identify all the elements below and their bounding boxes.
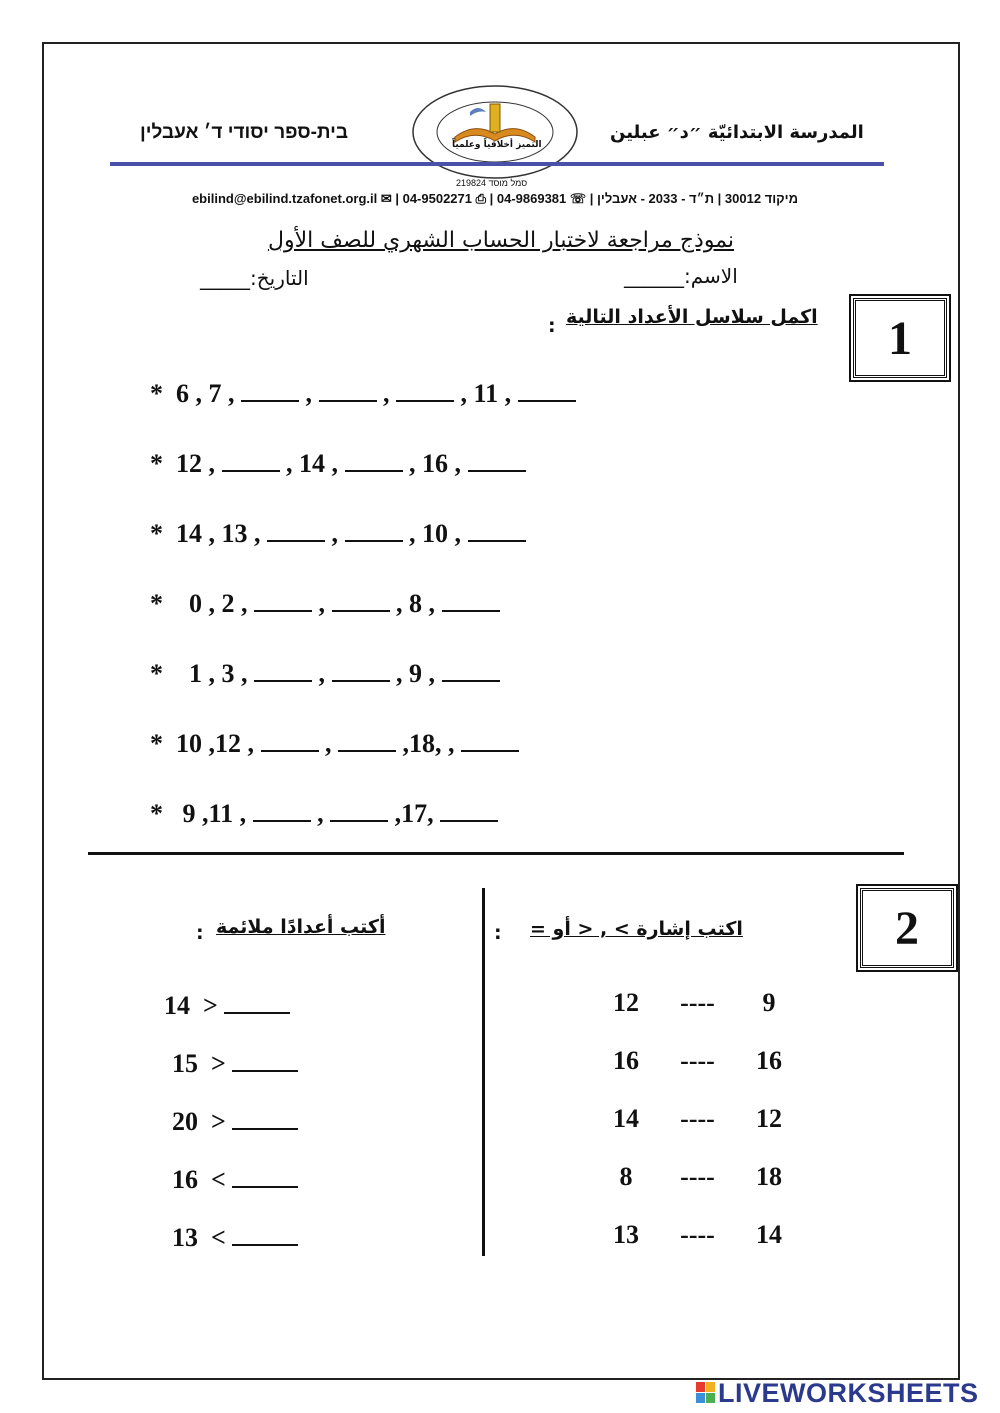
compare-blank[interactable]: ---- xyxy=(680,1220,715,1249)
compare-blank[interactable]: ---- xyxy=(680,1046,715,1075)
date-field[interactable]: التاريخ:_____ xyxy=(200,266,309,290)
answer-blank[interactable] xyxy=(468,446,526,472)
sequence-row: * 10 ,12 , , ,18, , xyxy=(150,726,519,759)
fill-row: 20 > xyxy=(172,1104,298,1137)
school-name-arabic: المدرسة الابتدائيّة ״د״ عبلين xyxy=(610,122,864,143)
school-name-hebrew: בית-ספר יסודי ד׳ אעבלין xyxy=(140,122,349,143)
name-field[interactable]: الاسم:______ xyxy=(624,264,738,288)
page-title: نموذج مراجعة لاختبار الحساب الشهري للصف الأول xyxy=(267,228,735,253)
answer-blank[interactable] xyxy=(461,726,519,752)
answer-blank[interactable] xyxy=(345,516,403,542)
sequence-row: * 12 , , 14 , , 16 , xyxy=(150,446,526,479)
question-1-title: اكمل سلاسل الأعداد التالية xyxy=(566,306,818,328)
contact-line: ebilind@ebilind.tzafonet.org.il ✉ | 04-9502271 ⎙ | 04-9869381 ☏ | מיקוד 30012 | ת״ד - 2033 - אעבלין xyxy=(191,191,799,206)
question-1-number: 1 xyxy=(853,298,947,378)
fill-row: 15 > xyxy=(172,1046,298,1079)
answer-blank[interactable] xyxy=(330,796,388,822)
row-star: * xyxy=(150,379,163,408)
answer-blank[interactable] xyxy=(442,586,500,612)
logo-code: סמל מוסד 219824 xyxy=(456,178,528,188)
answer-blank[interactable] xyxy=(345,446,403,472)
answer-blank[interactable] xyxy=(232,1046,298,1072)
row-given-start: 6 , 7 , xyxy=(176,379,235,408)
compare-row: 12 ---- 9 xyxy=(613,988,776,1017)
liveworksheets-brand[interactable]: LIVEWORKSHEETS xyxy=(718,1378,979,1408)
fill-row: 14 > xyxy=(164,988,290,1021)
question-2-colon-right: : xyxy=(494,922,502,944)
answer-blank[interactable] xyxy=(319,376,377,402)
question-2-colon-left: : xyxy=(196,922,204,944)
answer-blank[interactable] xyxy=(518,376,576,402)
compare-blank[interactable]: ---- xyxy=(680,988,715,1017)
sequence-row: * 0 , 2 , , , 8 , xyxy=(150,586,500,619)
logo-motto: التميز أخلاقياً وعلمياً xyxy=(452,140,542,150)
answer-blank[interactable] xyxy=(332,586,390,612)
answer-blank[interactable] xyxy=(232,1220,298,1246)
question-2-title-left: أكتب أعدادًا ملائمة xyxy=(216,916,386,938)
answer-blank[interactable] xyxy=(232,1162,298,1188)
sequence-row: * 9 ,11 , , ,17, xyxy=(150,796,498,829)
fill-row: 13 < xyxy=(172,1220,298,1253)
answer-blank[interactable] xyxy=(396,376,454,402)
answer-blank[interactable] xyxy=(222,446,280,472)
answer-blank[interactable] xyxy=(254,586,312,612)
compare-row: 14 ---- 12 xyxy=(613,1104,782,1133)
answer-blank[interactable] xyxy=(267,516,325,542)
compare-row: 13 ---- 14 xyxy=(613,1220,782,1249)
answer-blank[interactable] xyxy=(232,1104,298,1130)
column-divider xyxy=(482,888,485,1256)
answer-blank[interactable] xyxy=(261,726,319,752)
school-logo xyxy=(410,82,580,182)
sequence-row: * 1 , 3 , , , 9 , xyxy=(150,656,500,689)
header-rule xyxy=(110,162,884,166)
answer-blank[interactable] xyxy=(253,796,311,822)
answer-blank[interactable] xyxy=(224,988,290,1014)
answer-blank[interactable] xyxy=(241,376,299,402)
compare-blank[interactable]: ---- xyxy=(680,1104,715,1133)
answer-blank[interactable] xyxy=(440,796,498,822)
compare-row: 8 ---- 18 xyxy=(619,1162,782,1191)
question-1-colon: : xyxy=(548,315,556,337)
fill-row: 16 < xyxy=(172,1162,298,1195)
liveworksheets-logo-icon xyxy=(696,1382,716,1404)
answer-blank[interactable] xyxy=(442,656,500,682)
compare-row: 16 ---- 16 xyxy=(613,1046,782,1075)
sequence-row: * 6 , 7 , , , , 11 , xyxy=(150,376,576,409)
answer-blank[interactable] xyxy=(468,516,526,542)
section-divider xyxy=(88,852,904,855)
answer-blank[interactable] xyxy=(332,656,390,682)
answer-blank[interactable] xyxy=(338,726,396,752)
question-2-title-right: اكتب إشارة > , < أو = xyxy=(530,918,743,940)
question-2-number: 2 xyxy=(860,888,954,968)
answer-blank[interactable] xyxy=(254,656,312,682)
compare-blank[interactable]: ---- xyxy=(680,1162,715,1191)
sequence-row: * 14 , 13 , , , 10 , xyxy=(150,516,526,549)
